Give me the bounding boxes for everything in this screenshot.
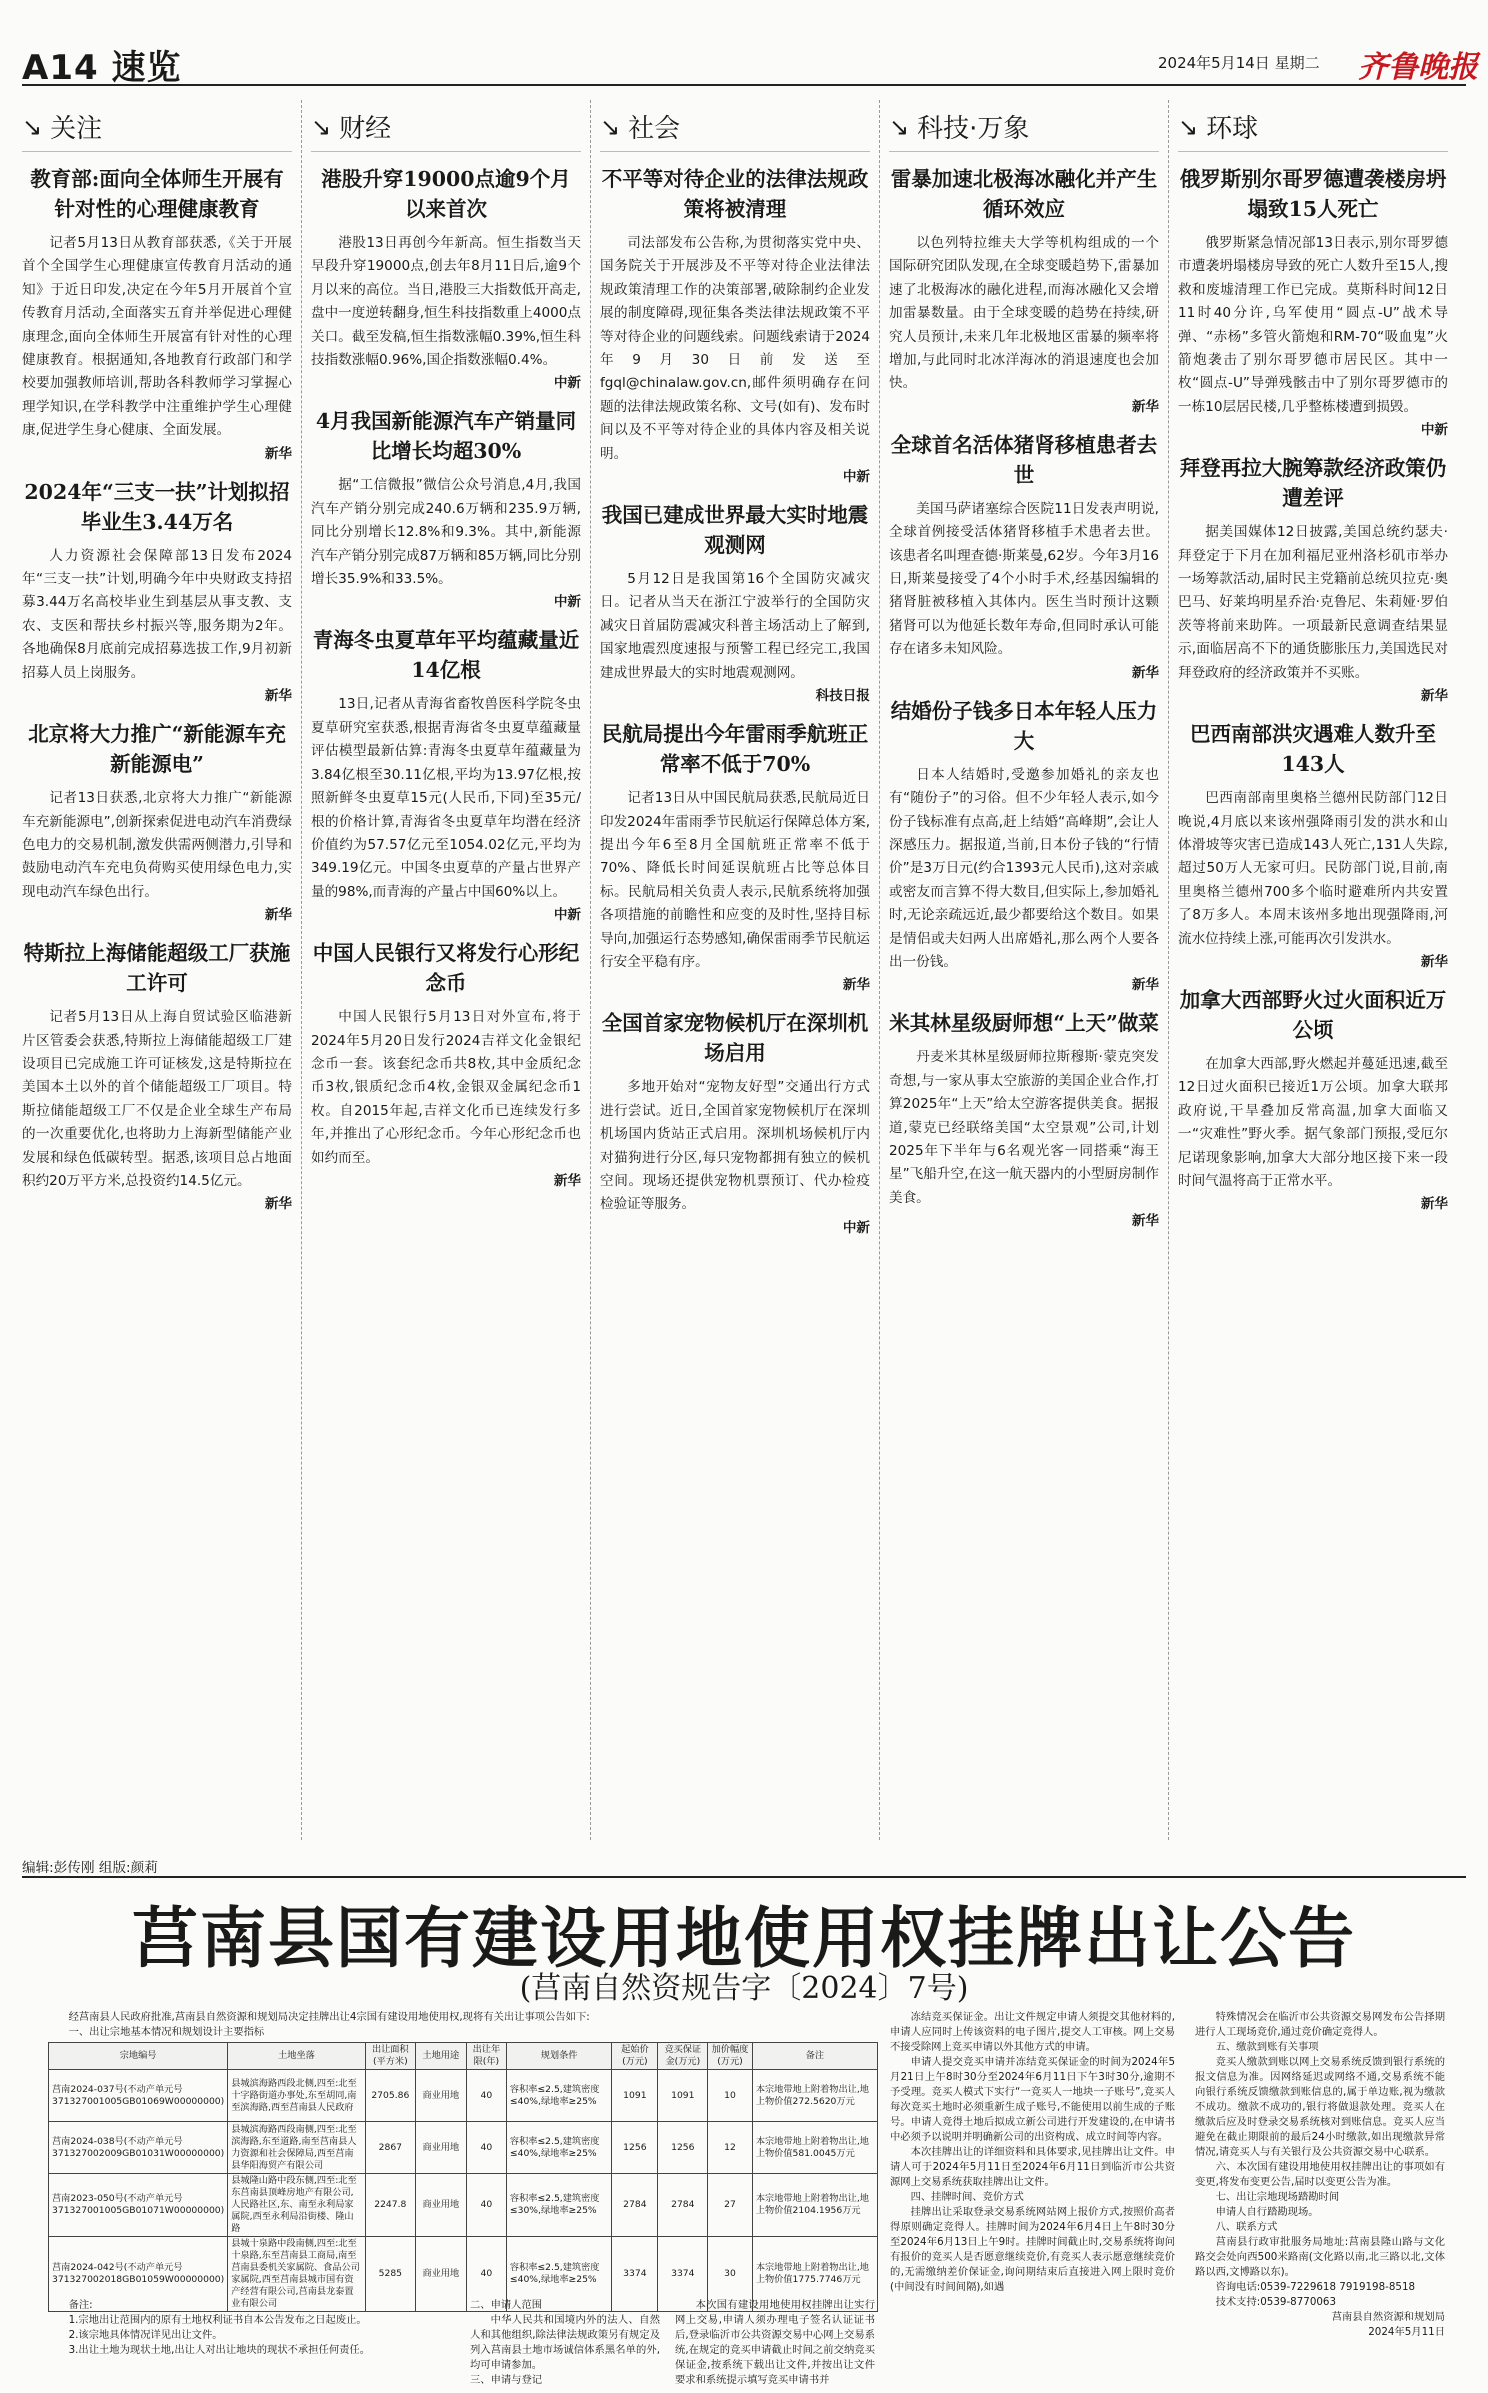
article-source: 中新 <box>553 375 581 392</box>
article-title: 结婚份子钱多日本年轻人压力大 <box>890 698 1158 753</box>
table-cell: 30 <box>708 2237 753 2312</box>
section-title: 社会 <box>628 114 681 144</box>
article-source: 中新 <box>842 1219 870 1236</box>
news-column <box>311 98 581 1853</box>
article-source: 新华 <box>1131 977 1159 994</box>
article-source: 科技日报 <box>815 688 870 705</box>
article-title: 青海冬虫夏草年平均蕴藏量近14亿根 <box>312 628 580 683</box>
section-title: 关注 <box>50 114 103 144</box>
table-cell: 2784 <box>612 2174 658 2237</box>
header-rule <box>22 84 1466 86</box>
table-cell: 27 <box>708 2174 753 2237</box>
notice-paragraph: 2024年5月11日 <box>1368 2326 1445 2338</box>
table-header-cell: 出让年限(年) <box>466 2043 506 2070</box>
table-cell: 商业用地 <box>415 2070 466 2122</box>
table-cell: 2784 <box>658 2174 708 2237</box>
article-body: 记者5月13日从教育部获悉,《关于开展首个全国学生心理健康宣传教育月活动的通知》于近日印发,决定在今年5月开展首个宣传教育月活动,全面落实五育并举促进心理健康理念,面向全体师生开展富有针对性的心理健康教育。根据通知,各地教育行政部门和学校要加强教师培训,帮助各科教师学习掌握心理学知识,在学科教学中注重维护学生心理健康,促进学生身心健康、全面发展。 <box>22 235 292 439</box>
notice-paragraph: 申请人自行踏勘现场。 <box>1215 2206 1319 2218</box>
section-title: 科技·万象 <box>917 114 1030 144</box>
article <box>889 696 1159 997</box>
table-header-cell: 土地用途 <box>415 2043 466 2070</box>
table-header-cell: 加价幅度(万元) <box>708 2043 753 2070</box>
article-source: 新华 <box>1420 1196 1448 1213</box>
table-cell: 莒南2024-042号(不动产单元号371327002018GB01059W00000000) <box>49 2237 228 2312</box>
article <box>889 164 1159 418</box>
table-cell: 商业用地 <box>415 2122 466 2174</box>
article-source: 中新 <box>1420 422 1448 439</box>
article-source: 新华 <box>264 445 292 462</box>
issue-date: 2024年5月14日 星期二 <box>1158 54 1320 72</box>
table-cell: 3374 <box>658 2237 708 2312</box>
notice-paragraph: 技术支持:0539-8770063 <box>1215 2296 1337 2308</box>
article-title: 雷暴加速北极海冰融化并产生循环效应 <box>890 167 1158 221</box>
article-source: 中新 <box>553 594 581 611</box>
table-cell: 2247.8 <box>365 2174 415 2237</box>
notice-paragraph: 申请人提交竞买申请并冻结竞买保证金的时间为2024年5月21日上午8时30分至2024年6月11日下午3时30分,逾期不予受理。竞买人模式下实行“一竞买人一地块一子账号”,竞买人每次竞买土地时必须重新生成子账号,不能使用以前生成的子账号。申请人竞得土地后拟成立新公司进行开发建设的,在申请书中必须予以说明并明确新公司的出资构成、成立时间等内容。 <box>890 2056 1175 2143</box>
notice-paragraph: 八、联系方式 <box>1215 2221 1278 2233</box>
section-title: 财经 <box>339 114 392 144</box>
table-row <box>49 2070 878 2122</box>
article-body: 记者13日获悉,北京将大力推广“新能源车充新能源电”,创新探索促进电动汽车消费绿色电力的交易机制,激发供需两侧潜力,引导和鼓励电动汽车充电负荷购买使用绿色电力,实现电动汽车绿色出行。 <box>22 790 292 900</box>
article <box>22 477 292 707</box>
section3-body: 本次国有建设用地使用权挂牌出让实行网上交易,申请人须办理电子签名认证证书后,登录临沂市公共资源交易中心网上交易系统,在规定的竞买申请截止时间之前交纳竞买保证金,按系统下载出让文件,并按出让文件要求和系统提示填写竞买申请书并 <box>675 2299 875 2386</box>
editor-line: 编辑:彭传刚 组版:颜莉 <box>22 1860 158 1876</box>
table-cell: 容积率≤2.5,建筑密度≤40%,绿地率≥25% <box>506 2237 611 2312</box>
arrow-icon: ↘ <box>1178 112 1199 141</box>
table-cell: 40 <box>466 2070 506 2122</box>
article-title: 中国人民银行又将发行心形纪念币 <box>312 941 580 996</box>
notice-paragraph: 四、挂牌时间、竞价方式 <box>910 2191 1024 2203</box>
table-cell: 县城隆山路中段东侧,四至:北至东莒南县顶峰房地产有限公司,人民路社区,东、南至永利局家属院,西至永利局沿街楼、隆山路 <box>228 2174 366 2237</box>
article <box>600 1008 870 1238</box>
article-source: 新华 <box>842 977 870 994</box>
article-source: 中新 <box>842 469 870 486</box>
article <box>889 430 1159 684</box>
notice-title: 莒南县国有建设用地使用权挂牌出让公告 <box>132 1899 1356 1977</box>
article-source: 新华 <box>1131 664 1159 681</box>
article-title: 4月我国新能源汽车产销量同比增长均超30% <box>315 409 577 464</box>
notice-paragraph: 挂牌出让采取登录交易系统网站网上报价方式,按照价高者得原则确定竞得人。挂牌时间为2024年6月4日上午8时30分至2024年6月13日上午9时。挂牌时间截止时,交易系统将询问有报价的竞买人是否愿意继续竞价,有竞买人表示愿意继续竞价的,无需缴纳差价保证金,询问期结束后直接进入网上限时竞价(中间没有时间间隔),如遇 <box>890 2206 1175 2293</box>
table-row <box>49 2122 878 2174</box>
article-body: 记者5月13日从上海自贸试验区临港新片区管委会获悉,特斯拉上海储能超级工厂建设项目已完成施工许可证核发,这是特斯拉在美国本土以外的首个储能超级工厂项目。特斯拉储能超级工厂不仅是企业全球生产布局的一次重要优化,也将助力上海新型储能产业发展和绿色低碳转型。据悉,该项目总占地面积约20万平方米,总投资约14.5亿元。 <box>22 1009 292 1189</box>
table-cell: 本宗地带地上附着物出让,地上物价值581.0045万元 <box>752 2122 877 2174</box>
article-body: 13日,记者从青海省畜牧兽医科学院冬虫夏草研究室获悉,根据青海省冬虫夏草蕴藏量评估模型最新估算:青海冬虫夏草年蕴藏量为3.84亿根至30.11亿根,平均为13.97亿根,按照新鲜冬虫夏草15元(人民币,下同)至35元/根的价格计算,青海省冬虫夏草年均潜在经济价值约为57.57亿元至1054.02亿元,平均为349.19亿元。中国冬虫夏草的产量占世界产量的98%,而青海的产量占中国60%以上。 <box>311 696 581 900</box>
table-cell: 商业用地 <box>415 2237 466 2312</box>
article-title: 拜登再拉大腕筹款经济政策仍遭差评 <box>1179 456 1447 511</box>
article-title: 不平等对待企业的法律法规政策将被清理 <box>601 167 869 221</box>
table-header-cell: 起始价(万元) <box>612 2043 658 2070</box>
article-title: 特斯拉上海储能超级工厂获施工许可 <box>23 941 291 996</box>
article-title: 俄罗斯别尔哥罗德遭袭楼房坍塌致15人死亡 <box>1179 167 1447 221</box>
table-cell: 40 <box>466 2122 506 2174</box>
table-cell: 莒南2023-050号(不动产单元号371327001005GB01071W00000000) <box>49 2174 228 2237</box>
notice-column-2 <box>890 2010 1175 2293</box>
table-cell: 容积率≤2.5,建筑密度≤40%,绿地率≥25% <box>506 2122 611 2174</box>
article-title: 我国已建成世界最大实时地震观测网 <box>601 503 869 558</box>
notice-subtitle: (莒南自然资规告字〔2024〕7号) <box>519 1971 969 2006</box>
article-title: 北京将大力推广“新能源车充新能源电” <box>28 722 286 777</box>
column-divider <box>1168 100 1169 1840</box>
article-body: 司法部发布公告称,为贯彻落实党中央、国务院关于开展涉及不平等对待企业法律法规政策清理工作的决策部署,破除制约企业发展的制度障碍,现征集各类法律法规政策不平等对待企业的问题线索。问题线索请于2024年9月30日前发送至fgql@chinalaw.gov.cn,邮件须明确存在问题的法律法规政策名称、文号(如有)、发布时间以及不平等对待企业的具体内容及相关说明。 <box>600 235 870 462</box>
notice-paragraph: 特殊情况会在临沂市公共资源交易网发布公告择期进行人工现场竞价,通过竞价确定竞得人。 <box>1195 2011 1445 2038</box>
table-cell: 容积率≤2.5,建筑密度≤40%,绿地率≥25% <box>506 2070 611 2122</box>
article <box>311 938 581 1192</box>
article <box>22 938 292 1215</box>
note-item: 2.该宗地具体情况详见出让文件。 <box>68 2329 223 2341</box>
article-body: 5月12日是我国第16个全国防灾减灾日。记者从当天在浙江宁波举行的全国防灾减灾日首届防震减灾科普主场活动上了解到,国家地震烈度速报与预警工程已经完工,我国建成世界最大的实时地震观测网。 <box>600 571 870 681</box>
notice-section-1: 一、出让宗地基本情况和规划设计主要指标 <box>68 2026 265 2038</box>
table-cell: 5285 <box>365 2237 415 2312</box>
section-heading <box>600 98 870 152</box>
article <box>22 719 292 926</box>
table-cell: 容积率≤2.5,建筑密度≤30%,绿地率≥25% <box>506 2174 611 2237</box>
article-source: 新华 <box>1420 688 1448 705</box>
article-body: 人力资源社会保障部13日发布2024年“三支一扶”计划,明确今年中央财政支持招募3.44万名高校毕业生到基层从事支教、支农、支医和帮扶乡村振兴等,服务期为2年。各地确保8月底前完成招募选拔工作,9月初新招募人员上岗服务。 <box>22 547 292 681</box>
article <box>1178 719 1448 973</box>
table-header-cell: 土地坐落 <box>228 2043 366 2070</box>
notice-notes <box>48 2298 448 2358</box>
land-table <box>48 2042 878 2312</box>
notice-paragraph: 本次挂牌出让的详细资料和具体要求,见挂牌出让文件。申请人可于2024年5月11日至2024年6月11日到临沂市公共资源网上交易系统获取挂牌出让文件。 <box>890 2146 1175 2188</box>
table-cell: 3374 <box>612 2237 658 2312</box>
table-cell: 县城十泉路中段南侧,四至:北至十泉路,东至莒南县工商局,南至莒南县委机关家属院、食品公司家属院,西至莒南县城市国有资产经营有限公司,莒南县龙泰置业有限公司 <box>228 2237 366 2312</box>
section-title: 环球 <box>1206 114 1259 144</box>
article-source: 新华 <box>264 688 292 705</box>
note-item: 1.宗地出让范围内的原有土地权利证书自本公告发布之日起废止。 <box>68 2314 367 2326</box>
article <box>1178 453 1448 707</box>
article-source: 新华 <box>264 1196 292 1213</box>
article-title: 加拿大西部野火过火面积近万公顷 <box>1179 987 1447 1042</box>
table-cell: 40 <box>466 2174 506 2237</box>
table-row <box>49 2174 878 2237</box>
section-rule <box>22 1876 1466 1878</box>
notice-paragraph: 六、本次国有建设用地使用权挂牌出让的事项如有变更,将发布变更公告,届时以变更公告为准。 <box>1195 2161 1445 2188</box>
table-header-cell: 出让面积(平方米) <box>365 2043 415 2070</box>
article-body: 多地开始对“宠物友好型”交通出行方式进行尝试。近日,全国首家宠物候机厅在深圳机场国内货站正式启用。深圳机场候机厅内对猫狗进行分区,每只宠物都拥有独立的候机空间。现场还提供宠物机票预订、代办检疫检验证等服务。 <box>600 1079 870 1213</box>
article-body: 中国人民银行5月13日对外宣布,将于2024年5月20日发行2024吉祥文化金银纪念币一套。该套纪念币共8枚,其中金质纪念币3枚,银质纪念币4枚,金银双金属纪念币1枚。自2015年起,吉祥文化币已连续发行多年,并推出了心形纪念币。今年心形纪念币也如约而至。 <box>311 1009 581 1166</box>
notice-paragraph: 竞买人缴款到账以网上交易系统反馈到银行系统的报文信息为准。因网络延迟或网络不通,交易系统不能向银行系统反馈缴款到账信息的,属于单边账,视为缴款不成功。缴款不成功的,银行将做退款处理。竞买人在缴款后应及时登录交易系统核对到账信息。竞买人应当避免在截止期限前的最后24小时缴款,如出现缴款异常情况,请竞买人与有关银行及公共资源交易中心联系。 <box>1195 2056 1445 2158</box>
newspaper-logo: 齐鲁晚报 <box>1358 50 1478 85</box>
section-heading <box>889 98 1159 152</box>
article-title: 教育部:面向全体师生开展有针对性的心理健康教育 <box>30 167 284 221</box>
table-cell: 本宗地带地上附着物出让,地上物价值1775.7746万元 <box>752 2237 877 2312</box>
section3-title: 三、申请与登记 <box>470 2374 543 2386</box>
news-column <box>1178 98 1448 1853</box>
notice-section-3 <box>675 2298 875 2393</box>
page-header <box>0 0 1488 88</box>
section-heading <box>1178 98 1448 152</box>
table-cell: 2705.86 <box>365 2070 415 2122</box>
article <box>22 164 292 465</box>
article <box>311 406 581 613</box>
section-heading <box>311 98 581 152</box>
column-divider <box>879 100 880 1840</box>
table-cell: 1256 <box>658 2122 708 2174</box>
arrow-icon: ↘ <box>889 112 910 141</box>
table-cell: 本宗地带地上附着物出让,地上物价值272.5620万元 <box>752 2070 877 2122</box>
section2-title: 二、申请人范围 <box>470 2299 543 2311</box>
notice-paragraph: 莒南县行政审批服务局地址:莒南县隆山路与文化路交会处向西500米路南(文化路以南,北三路以北,文体路以西,文博路以东)。 <box>1195 2236 1445 2278</box>
notice-paragraph: 七、出让宗地现场踏勘时间 <box>1215 2191 1340 2203</box>
article <box>889 1008 1159 1232</box>
article-body: 美国马萨诸塞综合医院11日发表声明说,全球首例接受活体猪肾移植手术患者去世。该患者名叫理查德·斯莱曼,62岁。今年3月16日,斯莱曼接受了4个小时手术,经基因编辑的猪肾脏被移植入其体内。医生当时预计这颗猪肾可以为他延长数年寿命,但同时承认可能存在诸多未知风险。 <box>889 500 1159 658</box>
article-title: 巴西南部洪灾遇难人数升至143人 <box>1190 722 1436 777</box>
arrow-icon: ↘ <box>22 112 43 141</box>
article <box>600 164 870 488</box>
article-body: 据美国媒体12日披露,美国总统约瑟夫·拜登定于下月在加利福尼亚州洛杉矶市举办一场筹款活动,届时民主党籍前总统贝拉克·奥巴马、好莱坞明星乔治·克鲁尼、朱莉娅·罗伯茨等将前来助阵。一项最新民意调查结果显示,面临居高不下的通货膨胀压力,美国选民对拜登政府的经济政策并不买账。 <box>1178 524 1448 681</box>
article-source: 新华 <box>1131 398 1159 415</box>
news-column <box>22 98 292 1853</box>
table-cell: 商业用地 <box>415 2174 466 2237</box>
note-item: 3.出让土地为现状土地,出让人对出让地块的现状不承担任何责任。 <box>68 2344 371 2356</box>
article-source: 中新 <box>553 907 581 924</box>
table-cell: 县城滨海路西段北侧,四至:北至十字路街道办事处,东至胡同,南至滨海路,西至莒南县人民政府 <box>228 2070 366 2122</box>
table-cell: 12 <box>708 2122 753 2174</box>
article-body: 以色列特拉维夫大学等机构组成的一个国际研究团队发现,在全球变暖趋势下,雷暴加速了北极海冰的融化进程,而海冰融化又会增加雷暴数量。由于全球变暖的趋势在持续,研究人员预计,未来几年北极地区雷暴的频率将增加,与此同时北冰洋海冰的消退速度也会加快。 <box>889 235 1159 392</box>
article-body: 据“工信微报”微信公众号消息,4月,我国汽车产销分别完成240.6万辆和235.9万辆,同比分别增长12.8%和9.3%。其中,新能源汽车产销分别完成87万辆和85万辆,同比分别增长35.9%和33.5%。 <box>311 477 582 588</box>
table-cell: 1091 <box>658 2070 708 2122</box>
article-body: 记者13日从中国民航局获悉,民航局近日印发2024年雷雨季节民航运行保障总体方案,提出今年6至8月全国航班正常率不低于70%、降低长时间延误航班占比等总体目标。民航局相关负责人表示,民航系统将加强各项措施的前瞻性和应变的及时性,坚持目标导向,加强运行态势感知,确保雷雨季节民航运行安全平稳有序。 <box>600 790 871 970</box>
article-title: 全球首名活体猪肾移植患者去世 <box>890 432 1158 487</box>
article <box>1178 985 1448 1215</box>
arrow-icon: ↘ <box>311 112 332 141</box>
table-cell: 莒南2024-037号(不动产单元号371327001005GB01069W00000000) <box>49 2070 228 2122</box>
page-label: A14 速览 <box>22 48 182 88</box>
table-cell: 1256 <box>612 2122 658 2174</box>
notice-paragraph: 咨询电话:0539-7229618 7919198-8518 <box>1215 2281 1416 2293</box>
table-header-cell: 备注 <box>752 2043 877 2070</box>
section-heading <box>22 98 292 152</box>
article-source: 新华 <box>1131 1213 1159 1230</box>
column-divider <box>301 100 302 1840</box>
article-body: 港股13日再创今年新高。恒生指数当天早段升穿19000点,创去年8月11日后,逾9个月以来的高位。当日,港股三大指数低开高走,盘中一度逆转翻身,恒生科技指数重上4000点关口。截至发稿,恒生指数涨幅0.39%,恒生科技指数涨幅0.96%,国企指数涨幅0.4%。 <box>311 235 582 369</box>
notice-paragraph: 冻结竞买保证金。出让文件规定申请人须提交其他材料的,申请人应同时上传该资料的电子图片,提交人工审核。网上交易不接受除网上竞买申请以外其他方式的申请。 <box>890 2011 1175 2053</box>
article <box>600 719 870 996</box>
arrow-icon: ↘ <box>600 112 621 141</box>
news-column <box>889 98 1159 1853</box>
article-source: 新华 <box>264 907 292 924</box>
article-source: 新华 <box>1420 953 1448 970</box>
article-body: 丹麦米其林星级厨师拉斯穆斯·蒙克突发奇想,与一家从事太空旅游的美国企业合作,打算2025年“上天”给太空游客提供美食。据报道,蒙克已经联络美国“太空景观”公司,计划2025年下半年与6名观光客一同搭乘“海王星”飞船升空,在这一航天器内的小型厨房制作美食。 <box>889 1049 1159 1206</box>
article-body: 巴西南部南里奥格兰德州民防部门12日晚说,4月底以来该州强降雨引发的洪水和山体滑坡等灾害已造成143人死亡,131人失踪,超过50万人无家可归。民防部门说,目前,南里奥格兰德州700多个临时避难所内共安置了8万多人。本周末该州多地出现强降雨,河流水位持续上涨,可能再次引发洪水。 <box>1178 790 1448 947</box>
article-body: 俄罗斯紧急情况部13日表示,别尔哥罗德市遭袭坍塌楼房导致的死亡人数升至15人,搜救和废墟清理工作已完成。莫斯科时间12日11时40分许,乌军使用“圆点-U”战术导弹、“赤杨”多管火箭炮和RM-70“吸血鬼”火箭炮袭击了别尔哥罗德市居民区。其中一枚“圆点-U”导弹残骸击中了别尔哥罗德市的一栋10层居民楼,几乎整栋楼遭到损毁。 <box>1178 235 1448 415</box>
article-title: 米其林星级厨师想“上天”做菜 <box>889 1011 1159 1036</box>
table-cell: 10 <box>708 2070 753 2122</box>
table-cell: 1091 <box>612 2070 658 2122</box>
section2-body: 中华人民共和国境内外的法人、自然人和其他组织,除法律法规政策另有规定及列入莒南县土地市场诚信体系黑名单的外,均可申请参加。 <box>470 2314 660 2371</box>
table-cell: 2867 <box>365 2122 415 2174</box>
notes-title: 备注: <box>68 2299 93 2311</box>
article-title: 全国首家宠物候机厅在深圳机场启用 <box>601 1011 869 1066</box>
article <box>600 500 870 707</box>
notice-intro-text: 经莒南县人民政府批准,莒南县自然资源和规划局决定挂牌出让4宗国有建设用地使用权,现将有关出让事项公告如下: <box>68 2011 590 2023</box>
article-title: 港股升穿19000点逾9个月以来首次 <box>321 167 571 221</box>
article-source: 新华 <box>553 1172 581 1189</box>
notice-paragraph: 莒南县自然资源和规划局 <box>1331 2311 1445 2323</box>
news-column <box>600 98 870 1853</box>
table-cell: 40 <box>466 2237 506 2312</box>
article <box>1178 164 1448 441</box>
table-cell: 县城滨海路西段南侧,四至:北至滨海路,东至道路,南至莒南县人力资源和社会保障局,西至莒南县华阳海贸产有限公司 <box>228 2122 366 2174</box>
table-header-cell: 竞买保证金(万元) <box>658 2043 708 2070</box>
article-title: 2024年“三支一扶”计划拟招毕业生3.44万名 <box>24 479 290 534</box>
article <box>311 164 581 394</box>
article <box>311 625 581 926</box>
table-cell: 莒南2024-038号(不动产单元号371327002009GB01031W00000000) <box>49 2122 228 2174</box>
table-header-cell: 规划条件 <box>506 2043 611 2070</box>
article-body: 在加拿大西部,野火燃起并蔓延迅速,截至12日过火面积已接近1万公顷。加拿大联邦政府说,干旱叠加反常高温,加拿大面临又一“灾难性”野火季。据气象部门预报,受厄尔尼诺现象影响,加拿大大部分地区接下来一段时间气温将高于正常水平。 <box>1178 1055 1448 1189</box>
table-header-cell: 宗地编号 <box>49 2043 228 2070</box>
table-cell: 本宗地带地上附着物出让,地上物价值2104.1956万元 <box>752 2174 877 2237</box>
article-title: 民航局提出今年雷雨季航班正常率不低于70% <box>601 722 869 777</box>
notice-intro <box>48 2010 878 2040</box>
notice-section-2 <box>470 2298 660 2388</box>
notice-paragraph: 五、缴款到账有关事项 <box>1215 2041 1319 2053</box>
column-divider <box>590 100 591 1840</box>
notice-column-3 <box>1195 2010 1445 2338</box>
article-body: 日本人结婚时,受邀参加婚礼的亲友也有“随份子”的习俗。但不少年轻人表示,如今份子钱标准有点高,赶上结婚“高峰期”,会让人深感压力。据报道,当前,日本份子钱的“行情价”是3万日元(约合1393元人民币),这对亲戚或密友而言算不得大数目,但实际上,参加婚礼时,无论亲疏远近,最少都要给这个数目。如果是情侣或夫妇两人出席婚礼,那么两个人要各出一份钱。 <box>889 766 1159 970</box>
